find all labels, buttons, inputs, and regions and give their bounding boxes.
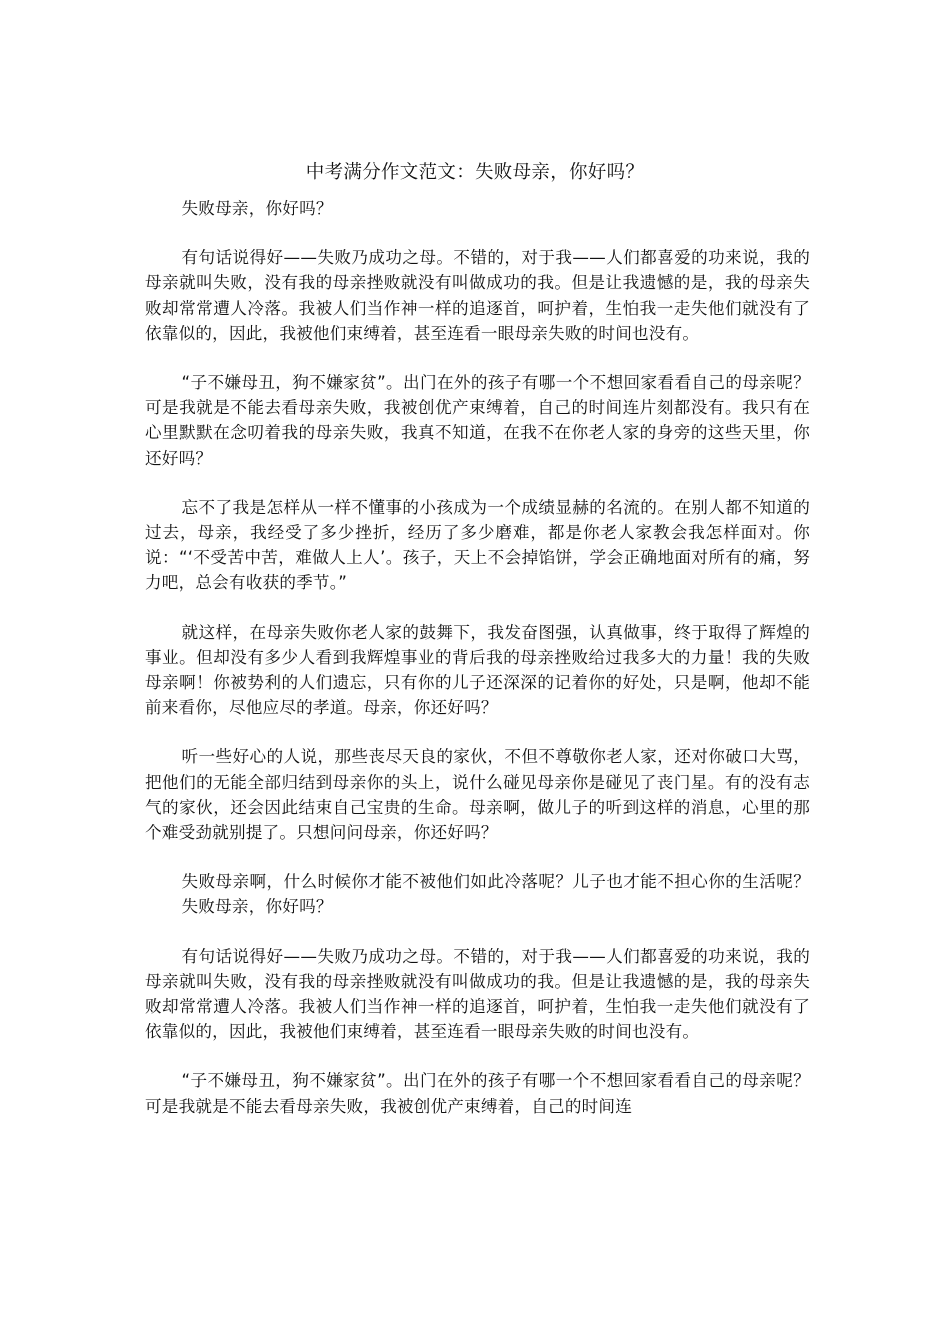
paragraph: 就这样，在母亲失败你老人家的鼓舞下，我发奋图强，认真做事，终于取得了辉煌的事业。但却没有多少人看到我辉煌事业的背后我的母亲挫败给过我多大的力量！我的失败母亲啊！你被势利的人们遗忘，只有你的儿子还深深的记着你的好处，只是啊，他却不能前来看你，尽他应尽的孝道。母亲，你还好吗？ <box>145 622 810 718</box>
paragraph <box>145 869 810 919</box>
document-subtitle: 失败母亲，你好吗？ <box>181 199 333 218</box>
paragraph: 忘不了我是怎样从一样不懂事的小孩成为一个成绩显赫的名流的。在别人都不知道的过去，母亲，我经受了多少挫折，经历了多少磨难，都是你老人家教会我怎样面对。你说：“‘不受苦中苦，难做人上人’。孩子，天上不会掉馅饼，学会正确地面对所有的痛，努力吧，总会有收获的季节。” <box>145 497 810 593</box>
paragraph-text: 失败母亲啊，什么时候你才能不被他们如此冷落呢？儿子也才能不担心你的生活呢？ <box>181 872 810 892</box>
paragraph: 有句话说得好——失败乃成功之母。不错的，对于我——人们都喜爱的功来说，我的母亲就叫失败，没有我的母亲挫败就没有叫做成功的我。但是让我遗憾的是，我的母亲失败却常常遭人冷落。我被人们当作神一样的追逐首，呵护着，生怕我一走失他们就没有了依靠似的，因此，我被他们束缚着，甚至连看一眼母亲失败的时间也没有。 <box>145 946 810 1042</box>
paragraph: 有句话说得好——失败乃成功之母。不错的，对于我——人们都喜爱的功来说，我的母亲就叫失败，没有我的母亲挫败就没有叫做成功的我。但是让我遗憾的是，我的母亲失败却常常遭人冷落。我被人们当作神一样的追逐首，呵护着，生怕我一走失他们就没有了依靠似的，因此，我被他们束缚着，甚至连看一眼母亲失败的时间也没有。 <box>145 248 810 343</box>
paragraph: “子不嫌母丑，狗不嫌家贫”。出门在外的孩子有哪一个不想回家看看自己的母亲呢？可是我就是不能去看母亲失败，我被创优产束缚着，自己的时间连片刻都没有。我只有在心里默默在念叨着我的母亲失败，我真不知道，在我不在你老人家的身旁的这些天里，你还好吗？ <box>145 373 810 468</box>
document-title: 中考满分作文范文：失败母亲，你好吗？ <box>305 162 645 183</box>
document-body <box>145 196 810 1143</box>
paragraph: “子不嫌母丑，狗不嫌家贫”。出门在外的孩子有哪一个不想回家看看自己的母亲呢？可是我就是不能去看母亲失败，我被创优产束缚着，自己的时间连 <box>145 1071 810 1116</box>
paragraph: 听一些好心的人说，那些丧尽天良的家伙，不但不尊敬你老人家，还对你破口大骂，把他们的无能全部归结到母亲你的头上，说什么碰见母亲你是碰见了丧门星。有的没有志气的家伙，还会因此结束自己宝贵的生命。母亲啊，做儿子的听到这样的消息，心里的那个难受劲就别提了。只想问问母亲，你还好吗？ <box>145 747 810 843</box>
inline-subtitle: 失败母亲，你好吗？ <box>181 897 333 917</box>
